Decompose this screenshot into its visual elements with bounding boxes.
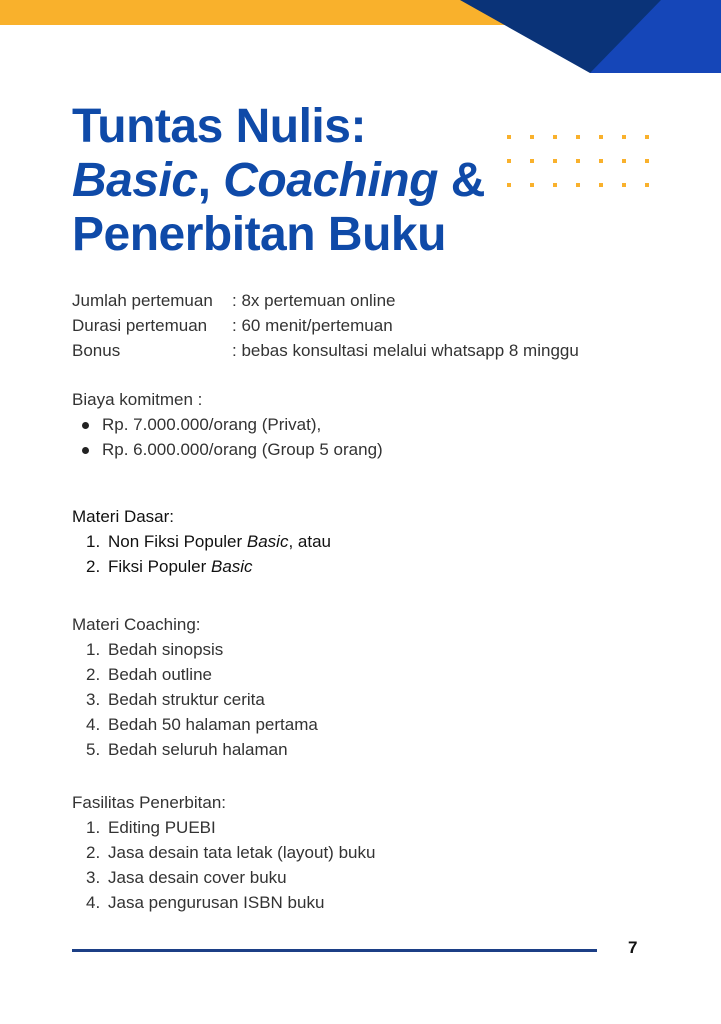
info-value: : bebas konsultasi melalui whatsapp 8 minggu — [232, 341, 579, 360]
list-item — [86, 662, 318, 687]
item-number: 2. — [86, 665, 101, 684]
info-block — [72, 288, 579, 363]
item-number: 3. — [86, 868, 101, 887]
page-title — [72, 100, 485, 262]
info-row — [72, 313, 579, 338]
list-item — [86, 554, 331, 579]
biaya-section — [72, 387, 383, 462]
decor-dot — [576, 159, 580, 163]
title-line-3: Penerbitan Buku — [72, 208, 446, 261]
info-value: : 8x pertemuan online — [232, 291, 396, 310]
decor-dot — [530, 183, 534, 187]
decor-dot — [645, 183, 649, 187]
header-decoration — [0, 0, 721, 80]
item-text: Bedah seluruh halaman — [108, 740, 288, 759]
item-number: 1. — [86, 818, 101, 837]
page-number: 7 — [628, 938, 638, 957]
decor-dot — [507, 135, 511, 139]
decor-dot — [622, 183, 626, 187]
list-item — [86, 737, 318, 762]
materi-coaching-section — [72, 612, 318, 762]
fasilitas-list — [72, 815, 375, 915]
title-ampersand: & — [437, 154, 485, 207]
decor-dot — [530, 159, 534, 163]
item-text: Bedah sinopsis — [108, 640, 224, 659]
info-row — [72, 338, 579, 363]
item-text: Jasa desain cover buku — [108, 868, 287, 887]
decor-dot — [530, 135, 534, 139]
decor-dot — [622, 135, 626, 139]
info-value: : 60 menit/pertemuan — [232, 316, 393, 335]
item-number: 2. — [86, 557, 101, 576]
decor-dot — [553, 183, 557, 187]
decor-dot — [599, 135, 603, 139]
list-item: Rp. 6.000.000/orang (Group 5 orang) — [82, 437, 383, 462]
biaya-list — [72, 412, 383, 462]
dot-grid-decoration — [505, 132, 655, 192]
materi-coaching-list — [72, 637, 318, 762]
list-item — [86, 815, 375, 840]
list-item — [86, 712, 318, 737]
item-text: Bedah 50 halaman pertama — [108, 715, 318, 734]
item-number: 5. — [86, 740, 101, 759]
materi-dasar-section — [72, 504, 331, 579]
item-text: Non Fiksi Populer — [108, 532, 247, 551]
list-item: Rp. 7.000.000/orang (Privat), — [82, 412, 383, 437]
list-item — [86, 890, 375, 915]
decor-dot — [576, 183, 580, 187]
title-coaching: Coaching — [223, 154, 438, 207]
decor-dot — [553, 159, 557, 163]
item-text: Jasa pengurusan ISBN buku — [108, 893, 325, 912]
item-number: 4. — [86, 893, 101, 912]
info-key: Bonus — [72, 341, 121, 360]
materi-dasar-heading: Materi Dasar: — [72, 507, 175, 526]
item-emphasis: Basic — [210, 557, 253, 576]
info-key: Durasi pertemuan — [72, 316, 208, 335]
item-text: Bedah outline — [108, 665, 212, 684]
item-number: 1. — [86, 640, 101, 659]
title-basic: Basic — [72, 154, 198, 207]
list-item — [86, 840, 375, 865]
item-text: Editing PUEBI — [108, 818, 216, 837]
item-text: Fiksi Populer — [108, 557, 211, 576]
decor-dot — [622, 159, 626, 163]
orange-band — [0, 0, 530, 25]
item-text: Bedah struktur cerita — [108, 690, 265, 709]
item-number: 4. — [86, 715, 101, 734]
decor-dot — [507, 183, 511, 187]
list-item — [86, 637, 318, 662]
fasilitas-section — [72, 790, 375, 915]
item-emphasis: Basic — [246, 532, 289, 551]
item-text: Jasa desain tata letak (layout) buku — [108, 843, 376, 862]
materi-coaching-heading: Materi Coaching: — [72, 615, 201, 634]
list-item — [86, 529, 331, 554]
fasilitas-heading: Fasilitas Penerbitan: — [72, 793, 227, 812]
list-item — [86, 865, 375, 890]
info-row — [72, 288, 579, 313]
item-number: 2. — [86, 843, 101, 862]
item-number: 1. — [86, 532, 101, 551]
decor-dot — [507, 159, 511, 163]
title-line-1: Tuntas Nulis: — [72, 100, 366, 153]
footer-divider — [72, 949, 597, 952]
decor-dot — [599, 183, 603, 187]
decor-dot — [645, 159, 649, 163]
item-suffix: , atau — [288, 532, 332, 551]
decor-dot — [553, 135, 557, 139]
item-number: 3. — [86, 690, 101, 709]
list-item — [86, 687, 318, 712]
title-comma: , — [197, 154, 224, 207]
info-key: Jumlah pertemuan — [72, 291, 213, 310]
decor-dot — [576, 135, 580, 139]
materi-dasar-list — [72, 529, 331, 579]
decor-dot — [645, 135, 649, 139]
decor-dot — [599, 159, 603, 163]
title-line-2 — [72, 154, 485, 208]
biaya-heading: Biaya komitmen : — [72, 390, 203, 409]
